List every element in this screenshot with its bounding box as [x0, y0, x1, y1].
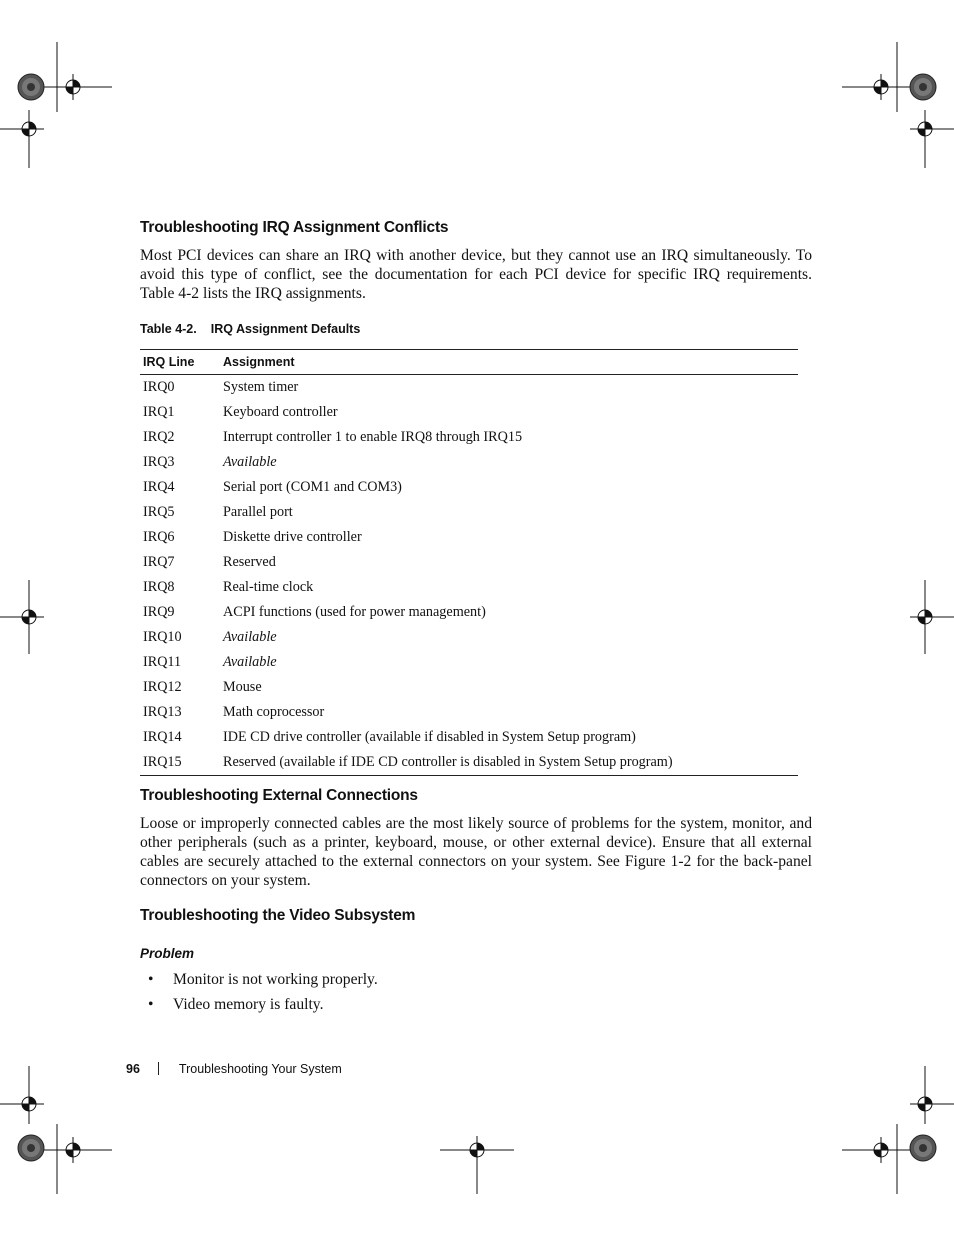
irq-line-cell: IRQ5: [143, 504, 175, 520]
footer-separator: [158, 1062, 159, 1075]
paragraph-line: cables are securely attached to the external connectors on your system. See Figure 1-2 for the back-panel: [140, 853, 812, 870]
assignment-cell: Keyboard controller: [223, 404, 338, 420]
table-row: [140, 675, 798, 700]
irq-line-cell: IRQ10: [143, 629, 182, 645]
irq-line-cell: IRQ6: [143, 529, 175, 545]
assignment-cell: ACPI functions (used for power management): [223, 604, 486, 620]
table-caption-title: IRQ Assignment Defaults: [210, 322, 361, 336]
section-heading-external-connections: Troubleshooting External Connections: [140, 787, 418, 804]
paragraph-line: Table 4-2 lists the IRQ assignments.: [140, 285, 366, 302]
irq-line-cell: IRQ13: [143, 704, 182, 720]
irq-line-cell: IRQ1: [143, 404, 175, 420]
table-row: [140, 450, 798, 475]
bullet-icon: •: [148, 971, 154, 988]
assignment-cell: Interrupt controller 1 to enable IRQ8 through IRQ15: [223, 429, 523, 445]
assignment-cell: Diskette drive controller: [223, 529, 362, 545]
paragraph-line: other peripherals (such as a printer, keyboard, mouse, or other external device). Ensure that all external: [140, 834, 812, 851]
assignment-cell: Reserved: [223, 554, 276, 570]
assignment-cell: Available: [223, 454, 277, 470]
section-heading-video-subsystem: Troubleshooting the Video Subsystem: [140, 907, 416, 924]
table-row: [140, 500, 798, 525]
bullet-text: Monitor is not working properly.: [173, 971, 378, 988]
table-row: [140, 625, 798, 650]
table-caption: [140, 322, 360, 336]
table-row: [140, 475, 798, 500]
paragraph-external-connections: [140, 814, 812, 890]
table-caption-number: Table 4-2.: [140, 322, 197, 336]
irq-assignment-table: [140, 349, 798, 776]
table-row: [140, 725, 798, 750]
table-row: [140, 425, 798, 450]
irq-line-cell: IRQ0: [143, 379, 175, 395]
table-header-row: [140, 350, 798, 375]
assignment-cell: Math coprocessor: [223, 704, 325, 720]
list-item: [148, 967, 378, 992]
assignment-cell: Mouse: [223, 679, 262, 695]
assignment-cell: Available: [223, 654, 277, 670]
assignment-cell: IDE CD drive controller (available if disabled in System Setup program): [223, 729, 636, 745]
table-row: [140, 700, 798, 725]
list-item: [148, 992, 378, 1017]
irq-line-cell: IRQ12: [143, 679, 182, 695]
irq-line-cell: IRQ9: [143, 604, 175, 620]
table-row: [140, 600, 798, 625]
table-row: [140, 400, 798, 425]
assignment-cell: Parallel port: [223, 504, 293, 520]
irq-line-cell: IRQ8: [143, 579, 175, 595]
page-footer: [126, 1062, 342, 1076]
paragraph-line: Most PCI devices can share an IRQ with another device, but they cannot use an IRQ simultaneously. To: [140, 247, 812, 264]
section-heading-irq-conflicts: Troubleshooting IRQ Assignment Conflicts: [140, 219, 449, 236]
bullet-text: Video memory is faulty.: [173, 996, 324, 1013]
irq-line-cell: IRQ11: [143, 654, 182, 670]
irq-line-cell: IRQ4: [143, 479, 175, 495]
table-row: [140, 550, 798, 575]
irq-line-cell: IRQ2: [143, 429, 175, 445]
assignment-cell: Real-time clock: [223, 579, 314, 595]
assignment-cell: System timer: [223, 379, 299, 395]
paragraph-irq-conflicts: [140, 246, 812, 303]
page-number: 96: [126, 1062, 140, 1076]
table-row: [140, 650, 798, 675]
assignment-cell: Reserved (available if IDE CD controller is disabled in System Setup program): [220, 750, 798, 776]
irq-line-cell: IRQ7: [143, 554, 175, 570]
table-row: [140, 525, 798, 550]
assignment-cell: Serial port (COM1 and COM3): [223, 479, 402, 495]
bullet-icon: •: [148, 996, 154, 1013]
column-header-irq-line: IRQ Line: [140, 350, 220, 375]
paragraph-line: Loose or improperly connected cables are the most likely source of problems for the system, monitor, and: [140, 815, 812, 832]
irq-line-cell: IRQ14: [143, 729, 182, 745]
irq-line-cell: IRQ15: [140, 750, 220, 776]
table-row: [140, 375, 798, 401]
paragraph-line: connectors on your system.: [140, 872, 311, 889]
assignment-cell: Available: [223, 629, 277, 645]
irq-line-cell: IRQ3: [143, 454, 175, 470]
problem-bullet-list: [148, 967, 378, 1017]
chapter-title: Troubleshooting Your System: [178, 1062, 342, 1076]
table-row: [140, 750, 798, 776]
paragraph-line: avoid this type of conflict, see the documentation for each PCI device for specific IRQ requirements.: [140, 266, 812, 283]
problem-subheading: Problem: [140, 946, 195, 961]
column-header-assignment: Assignment: [220, 350, 798, 375]
table-row: [140, 575, 798, 600]
